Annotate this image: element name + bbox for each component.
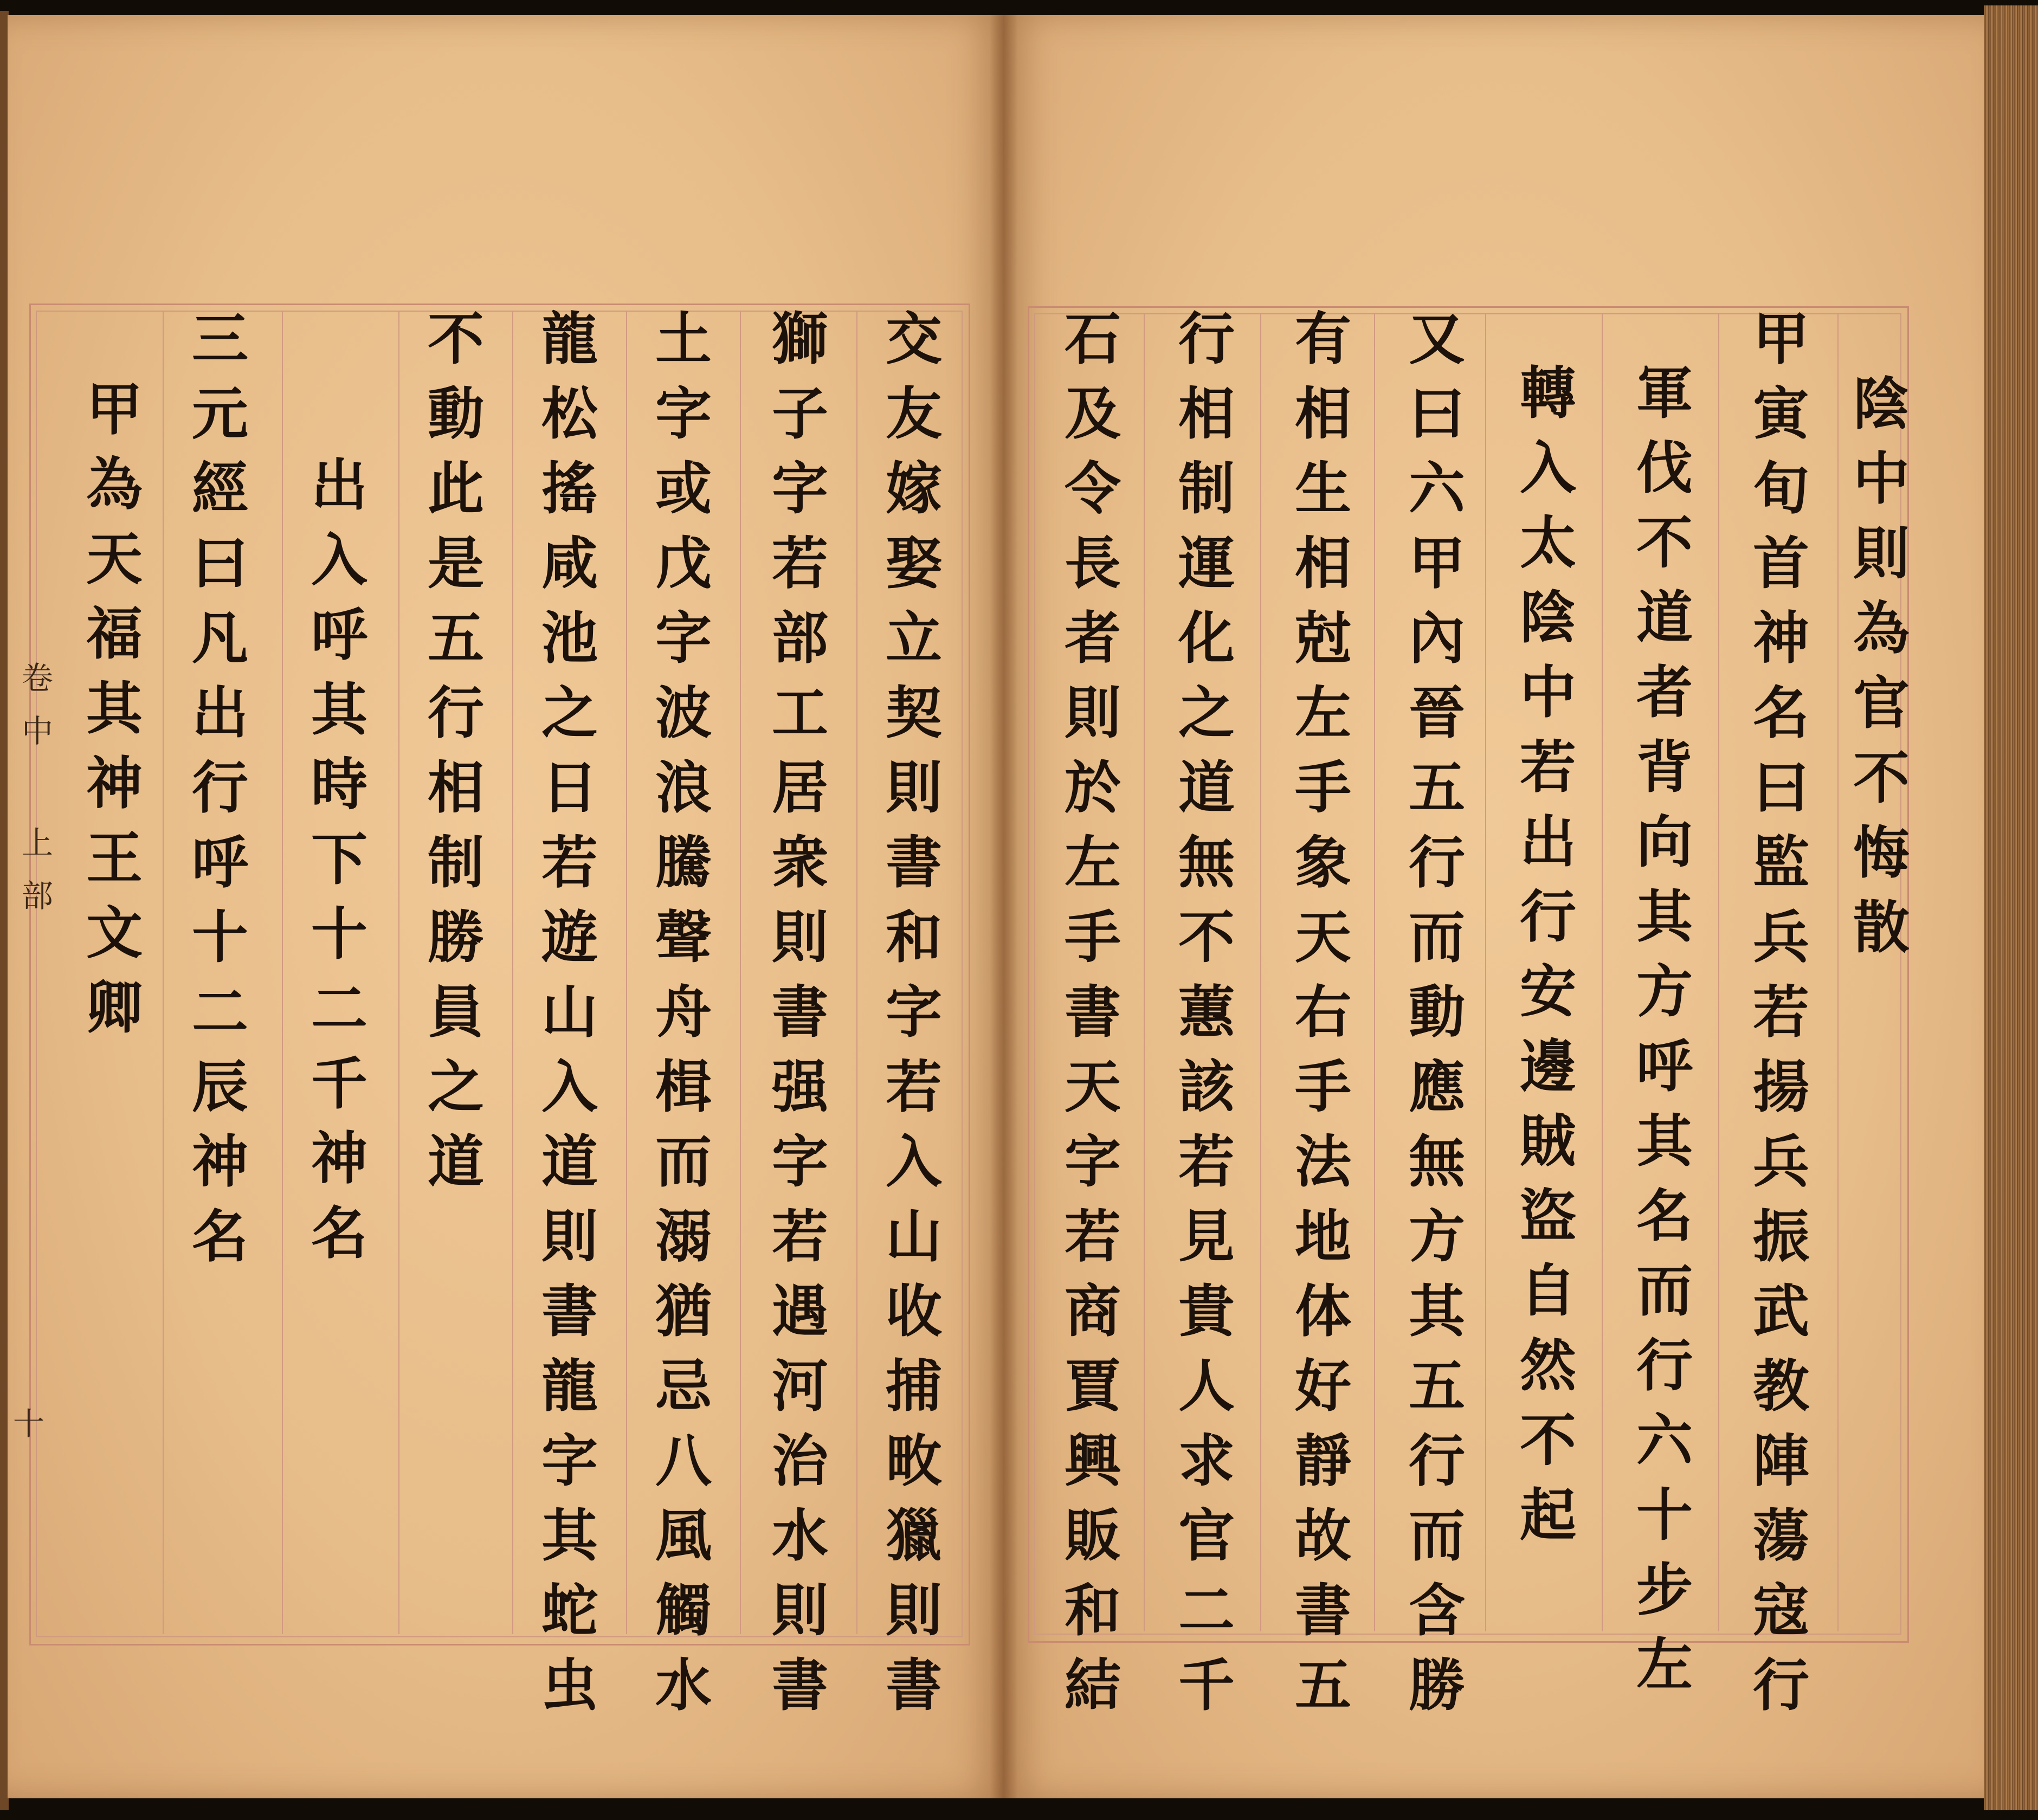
text-column: 有相生相尅左手象天右手法地体好靜故書五 bbox=[1285, 309, 1352, 1730]
text-column: 交友嫁娶立契則書和字若入山收捕畋獵則書 bbox=[876, 309, 943, 1730]
text-column: 出入呼其時下十二千神名 bbox=[301, 455, 368, 1278]
text-column-heading: 陰中則為官不悔散 bbox=[1843, 374, 1910, 972]
column-rule bbox=[398, 312, 399, 1634]
text-column: 甲寅旬首神名曰監兵若揚兵振武教陣蕩寇行 bbox=[1743, 309, 1810, 1730]
column-rule bbox=[740, 312, 741, 1634]
text-column: 三元經曰凡出行呼十二辰神名 bbox=[182, 309, 249, 1281]
text-column: 軍伐不道者背向其方呼其名而行六十步左 bbox=[1627, 363, 1693, 1709]
text-column: 行相制運化之道無不蕙該若見貴人求官二千 bbox=[1169, 309, 1235, 1730]
text-column: 土字或戊字波浪騰聲舟楫而溺猶忌八風觸水 bbox=[646, 309, 712, 1730]
text-column: 獅子字若部工居衆則書强字若遇河治水則書 bbox=[762, 309, 829, 1730]
text-column: 龍松搖咸池之日若遊山入道則書龍字其蛇虫 bbox=[532, 309, 598, 1730]
column-rule bbox=[1485, 314, 1486, 1631]
column-rule bbox=[163, 312, 164, 1634]
column-rule bbox=[1602, 314, 1603, 1631]
text-column: 甲為天福其神王文卿 bbox=[76, 379, 143, 1053]
text-column: 轉入太陰中若出行安邊賊盜自然不起 bbox=[1510, 363, 1577, 1560]
column-rule bbox=[282, 312, 283, 1634]
chapter-margin-label: 卷中 上部 bbox=[16, 661, 53, 932]
text-column: 又曰六甲內晉五行而動應無方其五行而含勝 bbox=[1399, 309, 1466, 1730]
page-fore-edge bbox=[1984, 5, 2038, 1810]
column-rule bbox=[1837, 314, 1839, 1631]
text-column: 不動此是五行相制勝員之道 bbox=[418, 309, 485, 1206]
column-rule bbox=[1718, 314, 1719, 1631]
column-rule bbox=[1144, 314, 1145, 1631]
leaf-number: 十 bbox=[13, 1405, 45, 1442]
column-rule bbox=[1260, 314, 1261, 1631]
text-column: 石及令長者則於左手書天字若商賈興販和結 bbox=[1055, 309, 1121, 1730]
column-rule bbox=[626, 312, 627, 1634]
book-spine bbox=[990, 15, 1018, 1798]
column-rule bbox=[856, 312, 857, 1634]
column-rule bbox=[1374, 314, 1375, 1631]
column-rule bbox=[512, 312, 513, 1634]
